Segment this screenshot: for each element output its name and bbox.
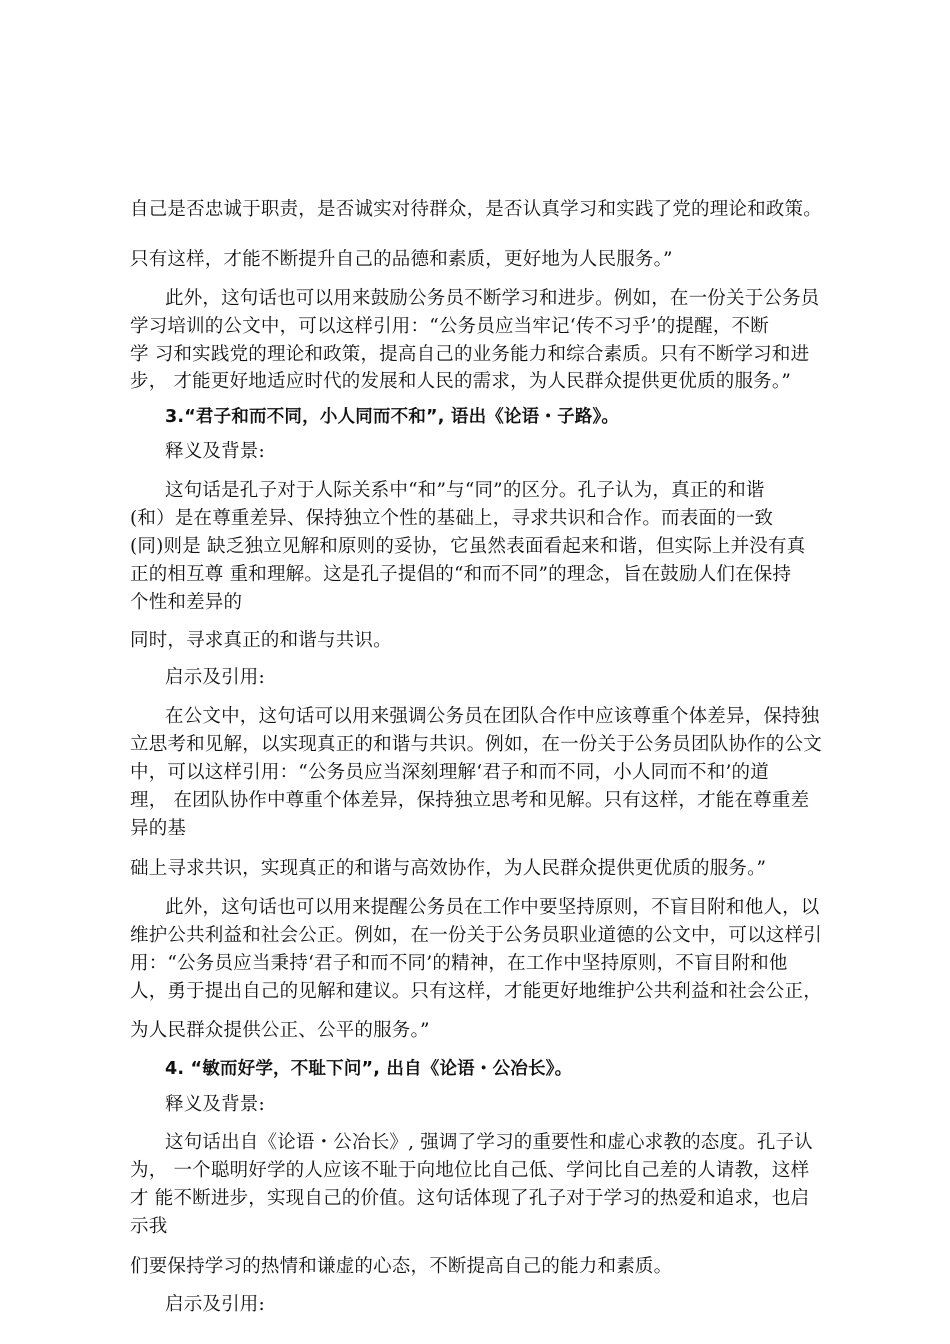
body-text-line: 步， 才能更好地适应时代的发展和人民的需求，为人民群众提供更优质的服务。” (130, 371, 791, 392)
body-text-line: 同时，寻求真正的和谐与共识。 (130, 630, 392, 651)
body-text-line: 们要保持学习的热情和谦虚的心态，不断提高自己的能力和素质。 (130, 1256, 673, 1277)
paragraph-first-line: 此外，这句话也可以用来提醒公务员在工作中要坚持原则，不盲目附和他人，以 (165, 897, 820, 918)
subheading-insight-citation: 启示及引用: (165, 1294, 265, 1315)
subheading-meaning-background: 释义及背景: (165, 1094, 265, 1115)
body-text-line: 础上寻求共识，实现真正的和谐与高效协作，为人民群众提供更优质的服务。” (130, 858, 767, 879)
body-text-line: 才 能不断进步，实现自己的价值。这句话体现了孔子对于学习的热爱和追求，也启 (130, 1188, 810, 1209)
body-text-line: 人，勇于提出自己的见解和建议。只有这样，才能更好地维护公共利益和社会公正， (130, 981, 822, 1002)
body-text-line: 立思考和见解，以实现真正的和谐与共识。例如，在一份关于公务员团队协作的公文 (130, 734, 822, 755)
paragraph-first-line: 这句话出自《论语・公冶长》, 强调了学习的重要性和虚心求教的态度。孔子认 (165, 1132, 813, 1153)
body-text-line: 用：“公务员应当秉持‘君子和而不同’的精神，在工作中坚持原则，不盲目附和他 (130, 953, 788, 974)
section-heading-4: 4. “敏而好学，不耻下问”, 出自《论语・公冶长》。 (165, 1059, 573, 1079)
body-text-line: 示我 (130, 1216, 168, 1237)
body-text-line: 理， 在团队协作中尊重个体差异，保持独立思考和见解。只有这样，才能在尊重差 (130, 790, 810, 811)
body-text-line: (同)则是 缺乏独立见解和原则的妥协，它虽然表面看起来和谐，但实际上并没有真 (130, 536, 806, 557)
body-text-line: 中，可以这样引用：“公务员应当深刻理解‘君子和而不同，小人同而不和’的道 (130, 762, 769, 783)
body-text-line: 只有这样，才能不断提升自己的品德和素质，更好地为人民服务。” (130, 249, 673, 270)
paragraph-first-line: 在公文中，这句话可以用来强调公务员在团队合作中应该尊重个体差异，保持独 (165, 706, 820, 727)
body-text-line: 维护公共利益和社会公正。例如，在一份关于公务员职业道德的公文中，可以这样引 (130, 925, 822, 946)
body-text-line: 个性和差异的 (130, 592, 243, 613)
body-text-line: 为人民群众提供公正、公平的服务。” (130, 1020, 430, 1041)
section-heading-3: 3.“君子和而不同，小人同而不和”, 语出《论语・子路》。 (165, 407, 620, 427)
body-text-line: 为， 一个聪明好学的人应该不耻于向地位比自己低、学问比自己差的人请教，这样 (130, 1160, 810, 1181)
paragraph-first-line: 这句话是孔子对于人际关系中“和”与“同”的区分。孔子认为，真正的和谐 (165, 480, 765, 501)
body-text-line: (和）是在尊重差异、保持独立个性的基础上，寻求共识和合作。而表面的一致 (130, 508, 774, 529)
subheading-insight-citation: 启示及引用: (165, 667, 265, 688)
body-text-line: 自己是否忠诚于职责，是否诚实对待群众，是否认真学习和实践了党的理论和政策。 (130, 199, 822, 220)
body-text-line: 学习培训的公文中，可以这样引用：“公务员应当牢记‘传不习乎’的提醒，不断 (130, 316, 769, 337)
body-text-line: 正的相互尊 重和理解。这是孔子提倡的“和而不同”的理念，旨在鼓励人们在保持 (130, 564, 792, 585)
subheading-meaning-background: 释义及背景: (165, 441, 265, 462)
body-text-line: 学 习和实践党的理论和政策，提高自己的业务能力和综合素质。只有不断学习和进 (130, 344, 810, 365)
paragraph-first-line: 此外，这句话也可以用来鼓励公务员不断学习和进步。例如，在一份关于公务员 (165, 288, 820, 309)
body-text-line: 异的基 (130, 818, 187, 839)
